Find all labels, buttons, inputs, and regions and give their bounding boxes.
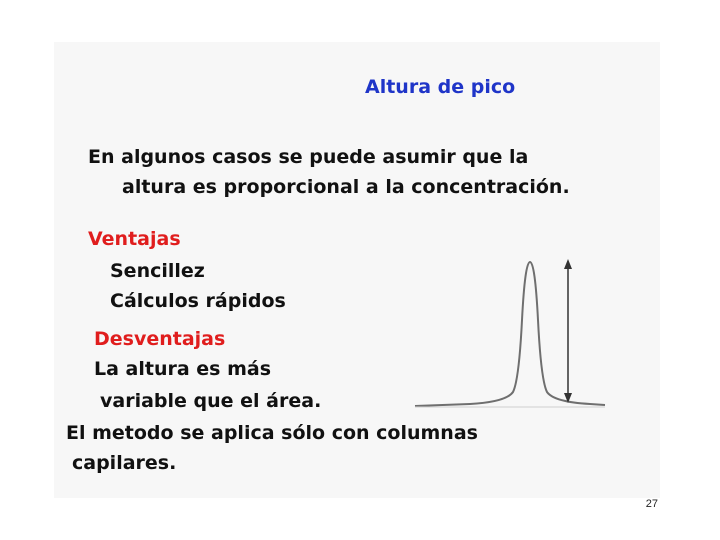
intro-line-1: En algunos casos se puede asumir que la <box>88 146 529 168</box>
advantage-item: Sencillez <box>110 260 205 282</box>
slide-title: Altura de pico <box>365 76 516 98</box>
advantages-heading: Ventajas <box>88 228 181 250</box>
intro-line-2: altura es proporcional a la concentración. <box>122 176 570 198</box>
disadvantage-line-2: variable que el área. <box>100 390 322 412</box>
advantage-item: Cálculos rápidos <box>110 290 286 312</box>
note-line-1: El metodo se aplica sólo con columnas <box>66 422 478 444</box>
note-line-2: capilares. <box>72 452 177 474</box>
disadvantages-heading: Desventajas <box>94 328 226 350</box>
disadvantage-line-1: La altura es más <box>94 358 272 380</box>
peak-curve <box>415 262 605 406</box>
arrow-head-top <box>564 259 572 269</box>
page-number: 27 <box>645 498 658 510</box>
